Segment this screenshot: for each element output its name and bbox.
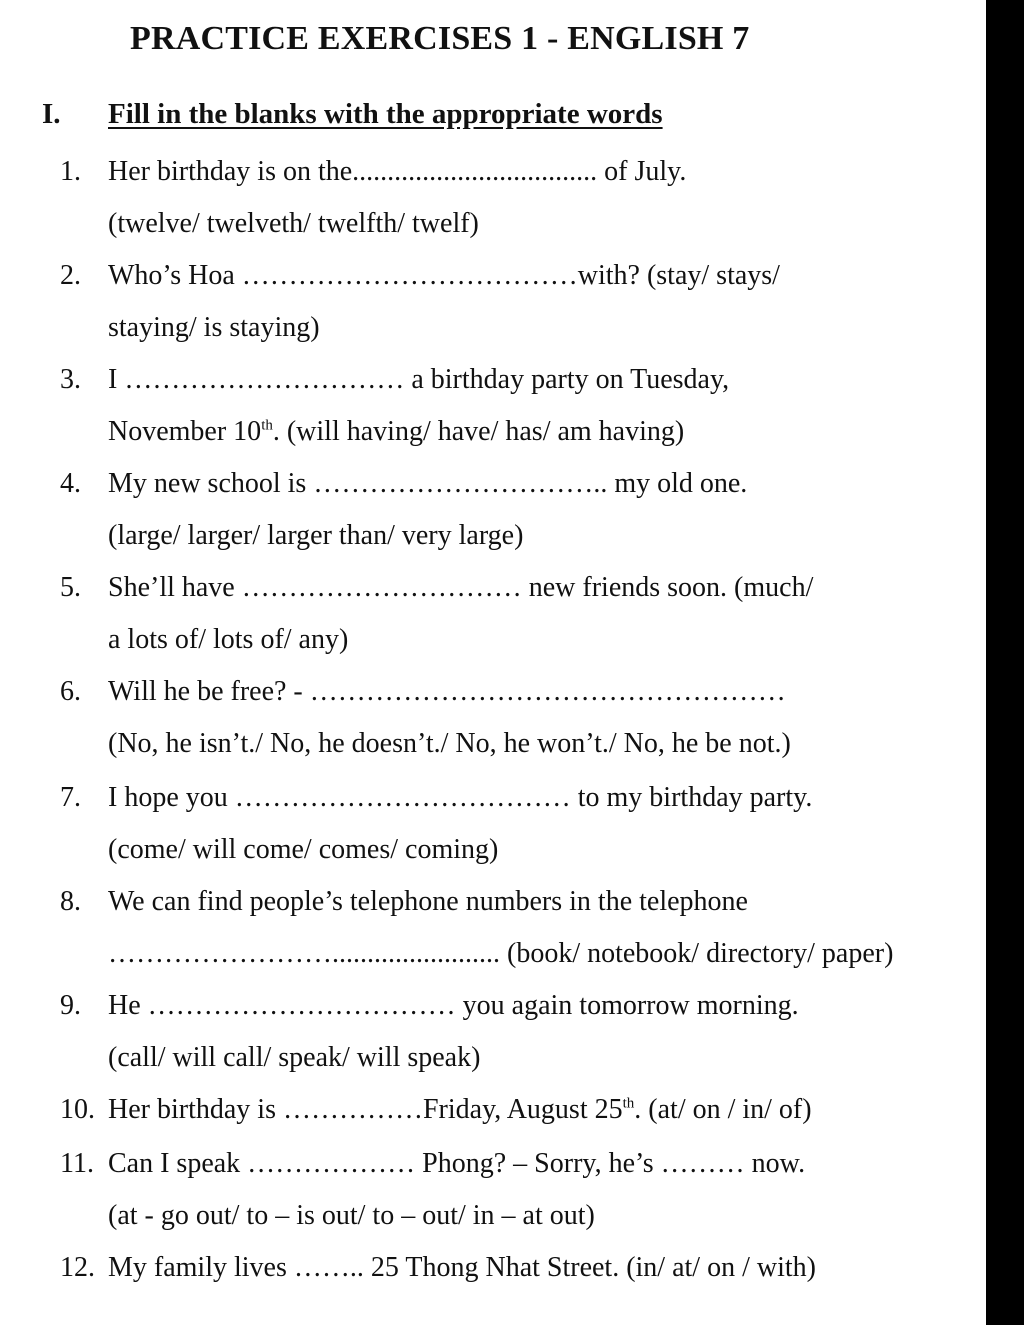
item-number: 4. [60, 468, 81, 499]
exercise-item-2-options: staying/ is staying) [108, 312, 320, 343]
exercise-item-11 [60, 1144, 805, 1184]
item-number: 8. [60, 886, 81, 917]
item-text: My new school is ………………………….. my old one. [108, 468, 748, 499]
section-heading [42, 98, 663, 131]
exercise-item-3 [60, 360, 729, 400]
exercise-item-6-options: (No, he isn’t./ No, he doesn’t./ No, he won’t./ No, he be not.) [108, 728, 791, 759]
item-number: 12. [60, 1252, 95, 1283]
item-text: Who’s Hoa ………………………………with? (stay/ stays/ [108, 260, 780, 291]
item-text: He …………………………… you again tomorrow morning. [108, 990, 799, 1021]
item-number: 3. [60, 364, 81, 395]
exercise-item-1 [60, 152, 686, 192]
page-title: PRACTICE EXERCISES 1 - ENGLISH 7 [130, 20, 750, 57]
item-number: 11. [60, 1148, 94, 1179]
item-text: Will he be free? - …………………………………………… [108, 676, 786, 707]
exercise-item-10 [60, 1090, 812, 1130]
item-text: Her birthday is on the................................... of July. [108, 156, 687, 187]
exercise-item-3-options [108, 412, 684, 452]
exercise-item-8-options: ……………………........................ (book/ notebook/ directory/ paper) [108, 938, 894, 969]
item-text: I ………………………… a birthday party on Tuesday, [108, 364, 730, 395]
ordinal-suffix: th [622, 1095, 635, 1112]
exercise-item-6 [60, 672, 786, 712]
item-number: 9. [60, 990, 81, 1021]
item-number: 6. [60, 676, 81, 707]
exercise-item-7-options: (come/ will come/ comes/ coming) [108, 834, 499, 865]
item-number: 2. [60, 260, 81, 291]
exercise-item-8 [60, 882, 748, 922]
item-text-part: . (at/ on / in/ of) [634, 1094, 812, 1125]
item-text: Can I speak ……………… Phong? – Sorry, he’s ……… now. [108, 1148, 806, 1179]
page-edge-bar [986, 0, 1024, 1325]
exercise-item-12 [60, 1248, 816, 1288]
item-number: 1. [60, 156, 81, 187]
exercise-item-2 [60, 256, 780, 296]
item-text: We can find people’s telephone numbers in the telephone [108, 886, 748, 917]
exercise-item-5 [60, 568, 813, 608]
exercise-item-5-options: a lots of/ lots of/ any) [108, 624, 349, 655]
exercise-item-4 [60, 464, 747, 504]
exercise-item-11-options: (at - go out/ to – is out/ to – out/ in – at out) [108, 1200, 595, 1231]
item-text-part: . (will having/ have/ has/ am having) [272, 416, 685, 447]
item-text: She’ll have ………………………… new friends soon. (much/ [108, 572, 814, 603]
item-text: My family lives …….. 25 Thong Nhat Street. (in/ at/ on / with) [108, 1252, 816, 1283]
item-number: 10. [60, 1094, 95, 1125]
ordinal-suffix: th [261, 417, 273, 434]
exercise-item-4-options: (large/ larger/ larger than/ very large) [108, 520, 524, 551]
section-title: Fill in the blanks with the appropriate words [108, 98, 663, 130]
item-number: 5. [60, 572, 81, 603]
item-text-part: Her birthday is ……………Friday, August 25 [108, 1094, 623, 1125]
exercise-item-9-options: (call/ will call/ speak/ will speak) [108, 1042, 481, 1073]
exercise-item-7 [60, 778, 812, 818]
item-number: 7. [60, 782, 81, 813]
section-number: I. [42, 98, 61, 130]
exercise-item-1-options: (twelve/ twelveth/ twelfth/ twelf) [108, 208, 479, 239]
item-text-part: November 10 [108, 416, 262, 447]
item-text: I hope you ……………………………… to my birthday party. [108, 782, 813, 813]
exercise-item-9 [60, 986, 799, 1026]
